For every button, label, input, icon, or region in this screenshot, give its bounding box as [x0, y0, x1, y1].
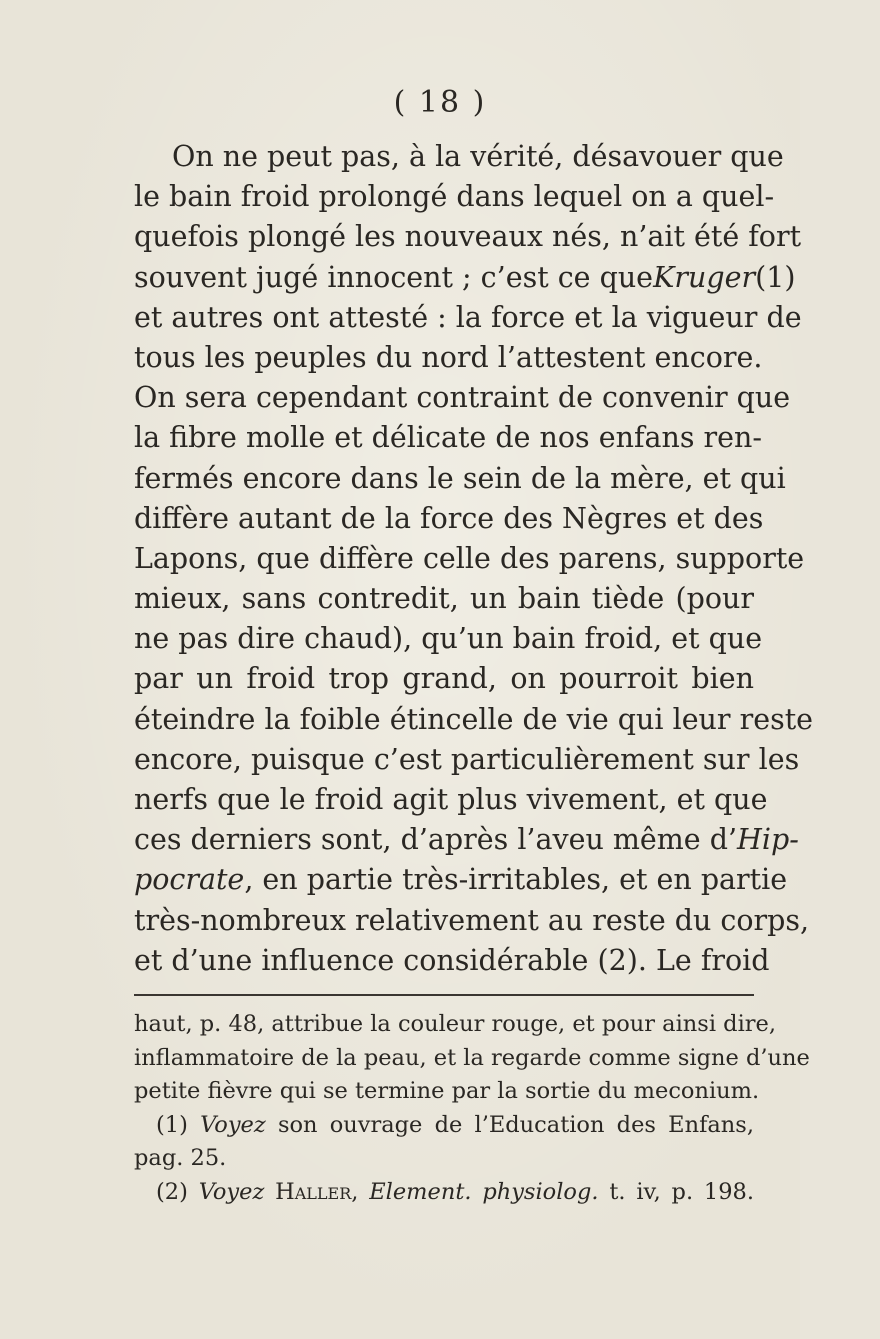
text-line	[134, 820, 799, 860]
footnote-ref: (1)	[755, 260, 796, 294]
author-name-hippocrate-cont: pocrate	[134, 863, 245, 897]
text-line: nerfs que le froid agit plus vivement, et que	[134, 783, 768, 816]
text-line: diffère autant de la force des Nègres et des	[134, 501, 764, 535]
footnote-2	[134, 1176, 754, 1210]
text-line	[134, 860, 788, 900]
footnote-line: pag. 25.	[134, 1145, 227, 1171]
text-segment: , en partie très-irritables, et en partie	[244, 863, 788, 897]
text-line: mieux, sans contredit, un bain tiède (pour	[134, 582, 754, 616]
text-line: Lapons, que diffère celle des parens, supporte	[134, 541, 805, 575]
text-line: par un froid trop grand, on pourroit bien	[134, 662, 754, 696]
footnote-line: inflammatoire de la peau, et la regarde comme signe d’une	[134, 1044, 810, 1071]
author-haller: Haller,	[275, 1178, 359, 1205]
voyez-word: Voyez	[198, 1178, 265, 1205]
text-line: fermés encore dans le sein de la mère, et qui	[134, 461, 786, 495]
voyez-word: Voyez	[200, 1111, 266, 1138]
author-name-kruger: Kruger	[653, 260, 756, 294]
text-line: On sera cependant contraint de convenir que	[134, 381, 791, 415]
text-line	[134, 258, 796, 298]
work-title: Element. physiolog.	[369, 1178, 599, 1205]
text-line: On ne peut pas, à la vérité, désavouer que	[172, 140, 784, 173]
footnote-marker: (2)	[156, 1178, 188, 1205]
footnote-line: petite fièvre qui se termine par la sortie du meconium.	[134, 1078, 760, 1104]
text-line: la fibre molle et délicate de nos enfans ren-	[134, 421, 763, 455]
footnote-line: haut, p. 48, attribue la couleur rouge, et pour ainsi dire,	[134, 1011, 776, 1037]
text-line: et d’une influence considérable (2). Le froid	[134, 943, 770, 977]
text-segment: ces derniers sont, d’après l’aveu même d’	[134, 823, 738, 857]
text-line: éteindre la foible étincelle de vie qui leur reste	[134, 702, 814, 736]
author-name-hippocrate: Hip-	[737, 823, 799, 857]
text-line: et autres ont attesté : la force et la vigueur de	[134, 300, 802, 334]
text-line: le bain froid prolongé dans lequel on a quel-	[134, 180, 775, 214]
footnotes	[134, 1008, 810, 1209]
footnote-text: t. iv, p. 198.	[609, 1178, 754, 1205]
text-line: quefois plongé les nouveaux nés, n’ait été fort	[134, 220, 802, 254]
text-line: encore, puisque c’est particulièrement sur les	[134, 742, 800, 776]
footnote-text: son ouvrage de l’Education des Enfans,	[277, 1111, 754, 1138]
footnote-marker: (1)	[156, 1111, 188, 1138]
page-number: ( 18 )	[393, 85, 487, 120]
main-text	[134, 137, 814, 981]
footnote-1	[134, 1109, 754, 1143]
text-line: ne pas dire chaud), qu’un bain froid, et que	[134, 622, 763, 656]
text-line: très-nombreux relativement au reste du corps,	[134, 903, 810, 937]
text-line: tous les peuples du nord l’attestent encore.	[134, 340, 763, 374]
text-segment: souvent jugé innocent ; c’est ce que	[134, 260, 654, 294]
footnote-divider	[134, 994, 754, 996]
